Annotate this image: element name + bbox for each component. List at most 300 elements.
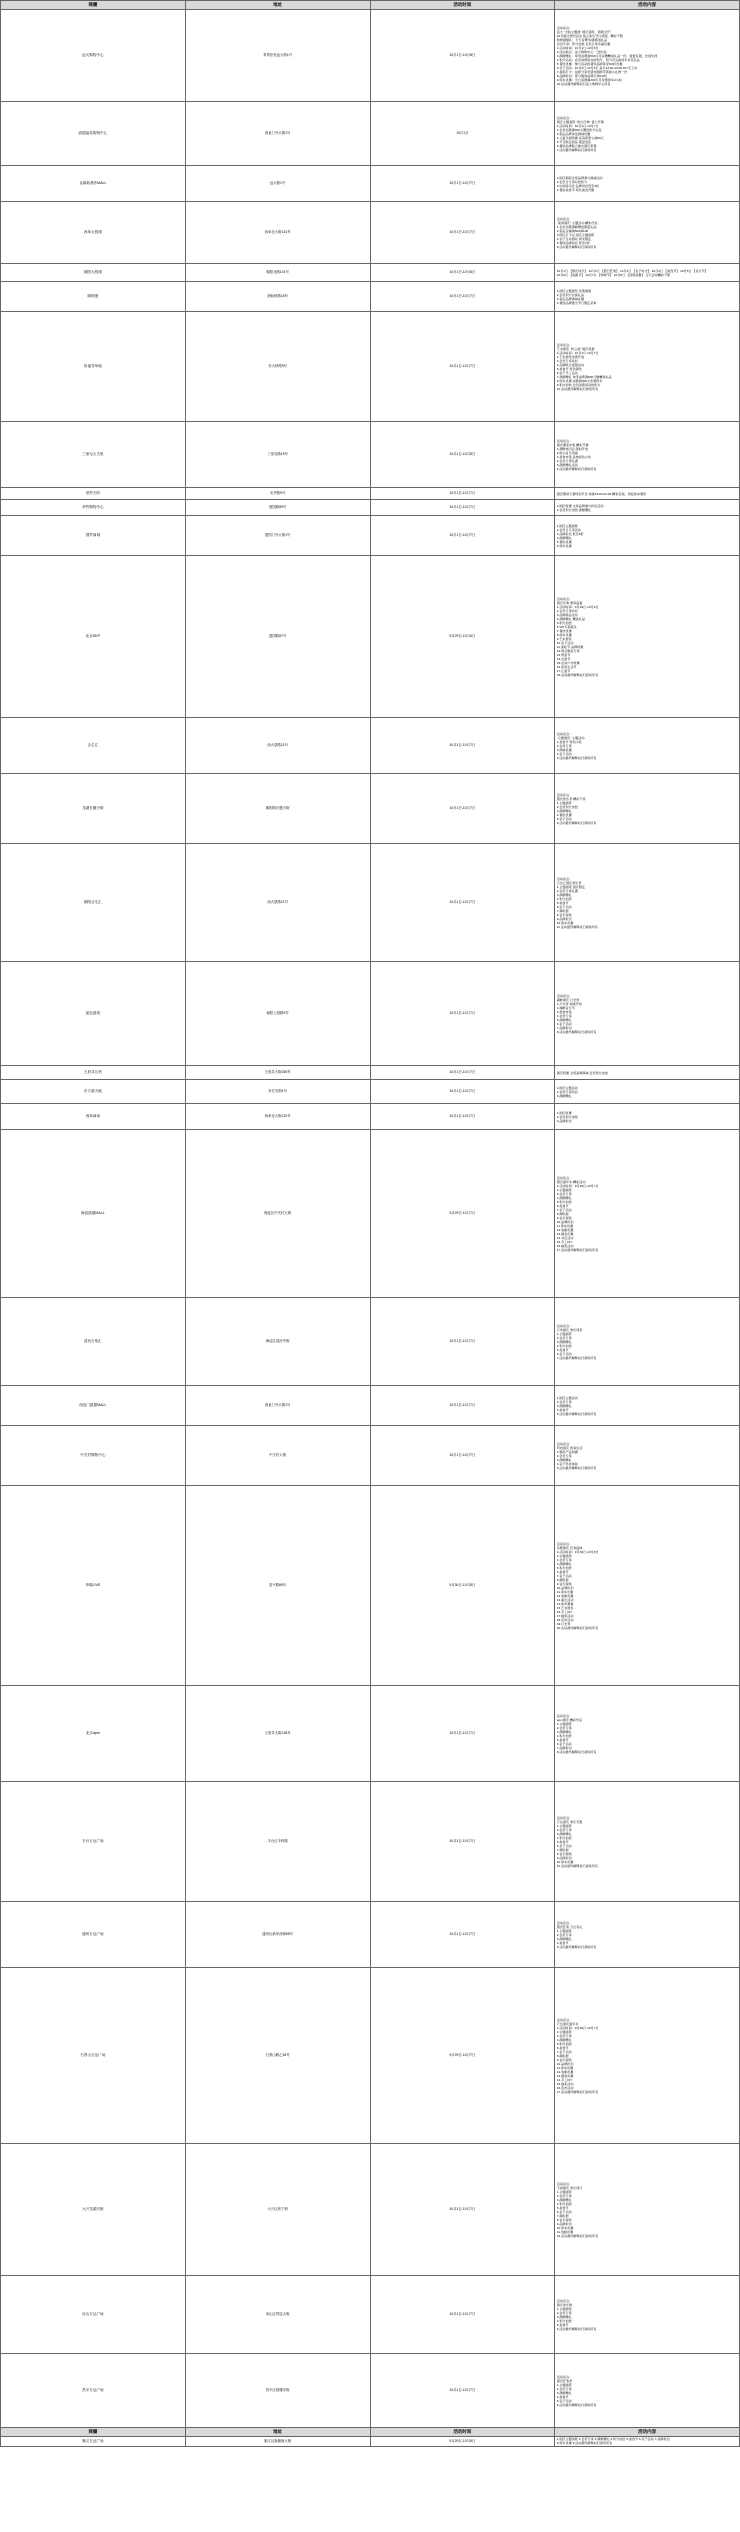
time-cell: 10月1日-10月8日	[370, 264, 555, 282]
content-cell	[555, 2276, 740, 2354]
content-line: 1.主题美陈	[556, 1721, 572, 1726]
content-line: 3.满额赠礼	[556, 1339, 572, 1344]
content-line: 9.音乐现场	[556, 1215, 572, 1220]
content-line: 6.美食节	[556, 1203, 569, 1208]
content-line: 国庆欢乐季 精彩不停	[556, 796, 586, 801]
content-line: 3.满额赠礼：单笔消费满500元可获赠精美礼品一份，数量有限，先到先得	[556, 53, 658, 58]
address-cell: 王府井大街255号	[185, 1066, 370, 1080]
content-line: 活动亮点：	[556, 1541, 573, 1546]
time-cell: 10月1日-10月7日	[370, 202, 555, 264]
content-line: 6.餐饮品牌联合推出国庆套餐	[556, 143, 597, 148]
time-cell: 10月1日-10月7日	[370, 1104, 555, 1130]
address-cell: 朝阳路长楹天街	[185, 774, 370, 844]
time-cell: 10月1日-10月7日	[370, 844, 555, 962]
content-line: 2.会员专享	[556, 1335, 572, 1340]
address-cell: 通州区新华西街58号	[185, 1902, 370, 1968]
content-line: 4.会员专享	[556, 1013, 572, 1018]
content-line: 1.国庆主题活动	[556, 1395, 578, 1400]
content-line: 10.活动最终解释权归远大购物中心所有	[556, 81, 611, 86]
content-line: “悦享国庆” 主题活动 精彩纷呈	[556, 220, 598, 225]
table-row	[1, 10, 740, 102]
address-cell: 酒仙桥路18号	[185, 282, 370, 312]
content-cell	[555, 282, 740, 312]
content-line: 1.国庆特惠 全场品牌参与折扣活动	[556, 503, 604, 508]
content-line: 3.品牌折扣	[556, 1118, 572, 1123]
mall-cell: 朝阳大悦城	[1, 264, 186, 282]
content-line: 4.满额赠礼	[556, 1561, 572, 1566]
content-line: 17.活动最终解释权归商场所有	[556, 2089, 599, 2094]
address-cell: 王府井大街138号	[185, 1686, 370, 1782]
address-cell: 丰台区丰科路	[185, 1782, 370, 1902]
header-address: 地址	[185, 1, 370, 10]
content-line: 9.艺术展览	[556, 636, 572, 641]
address-cell: 西单北大街131号	[185, 202, 370, 264]
address-cell: 朝阳公园路6号	[185, 962, 370, 1066]
time-cell: 10月1日-10月7日	[370, 312, 555, 422]
table-row	[1, 1104, 740, 1130]
content-cell	[555, 1130, 740, 1298]
table-row	[1, 774, 740, 844]
content-line: 2.会员专享	[556, 743, 572, 748]
content-line: 7.餐饮优惠	[556, 628, 572, 633]
content-line: 活动亮点：	[556, 115, 573, 120]
content-line: 19.灯光秀	[556, 1621, 571, 1626]
content-line: 1.主题美陈	[556, 1331, 572, 1336]
mall-cell: 昌平万达广场	[1, 2354, 186, 2428]
content-line: 2.主题美陈	[556, 2029, 572, 2034]
content-line: 5.节日限定商品 限量发售	[556, 139, 592, 144]
mall-cell: 丰台万达广场	[1, 1782, 186, 1902]
content-line: 2.会员专享礼遇	[556, 888, 578, 893]
content-line: 3.满额赠礼	[556, 808, 572, 813]
table-row	[1, 264, 740, 282]
content-line: 2.会员积分加倍 满额赠礼	[556, 507, 592, 512]
address-cell: 西直门外大街1号	[185, 1386, 370, 1426]
content-cell	[555, 1080, 740, 1104]
content-line: 17.儿童节	[556, 668, 571, 673]
content-line: 4.积分加倍	[556, 2318, 572, 2323]
content-cell	[555, 1426, 740, 1486]
content-line: 2.活动地点：远大购物中心 一层中庭	[556, 49, 607, 54]
content-line: 14.女装节	[556, 656, 571, 661]
content-line: 活动亮点：	[556, 1175, 573, 1180]
time-cell: 10月1日-10月7日	[370, 1080, 555, 1104]
content-line: 18.夜市活动	[556, 1617, 574, 1622]
content-line: 3.满额赠礼	[556, 1729, 572, 1734]
content-line: 2.会员专享	[556, 2386, 572, 2391]
content-line: 6.亲子活动	[556, 2209, 572, 2214]
content-line: 8.音乐现场	[556, 2217, 572, 2222]
time-cell: 10月1日-10月7日	[370, 500, 555, 516]
content-line: 5.餐饮优惠：参与活动的餐饮品牌享受8.8折优惠	[556, 61, 623, 66]
content-cell	[555, 1902, 740, 1968]
time-cell: 10月1日-10月7日	[370, 1298, 555, 1386]
content-line: 活动亮点：	[556, 1713, 573, 1718]
address-cell: 海淀区清河中街	[185, 1298, 370, 1386]
footer-content-line: 1.国庆主题美陈 2.会员专享 3.满额赠礼 4.积分加倍 5.美食节 6.亲子活动 7.品牌折扣	[556, 2437, 670, 2442]
table-row	[1, 516, 740, 556]
content-cell	[555, 1486, 740, 1686]
content-line: 4.亲子活动	[556, 751, 572, 756]
content-line: 11.活动最终解释权归商场所有	[556, 1863, 598, 1868]
address-cell: 复兴路69号	[185, 1486, 370, 1686]
content-line: 2.会员积分加倍	[556, 1114, 578, 1119]
table-row	[1, 1686, 740, 1782]
address-cell: 西大望路21号	[185, 718, 370, 774]
content-line: 13.男装节	[556, 652, 571, 657]
content-line: 6.停车优惠	[556, 543, 572, 548]
content-line: 9.品牌折扣	[556, 916, 572, 921]
content-cell	[555, 102, 740, 166]
content-line: 远大 “丰收主题展” 国庆美陈，萌萌全开！	[556, 29, 614, 34]
content-line: 1.潮牌快闪店 限时开放	[556, 446, 589, 451]
content-line: 3.指定品牌满减优惠	[556, 296, 585, 301]
content-line: 16.夜市活动	[556, 2085, 574, 2090]
mall-cell: 北京SKP	[1, 556, 186, 718]
content-line: 13.健身优惠	[556, 2073, 574, 2078]
content-line: 16.抽奖活动	[556, 1243, 574, 1248]
time-cell: 10月1日-10月7日	[370, 774, 555, 844]
content-line: 5.美食节 特色餐饮	[556, 366, 582, 371]
content-line: 2.会员专享	[556, 2193, 572, 2198]
time-cell: 10月1日-10月7日	[370, 282, 555, 312]
content-line: 2.主题美陈	[556, 1187, 572, 1192]
time-cell: 10月1日	[370, 102, 555, 166]
content-line: 合生汇国庆欢乐季	[556, 880, 582, 885]
content-line: 16.手工DIY	[556, 1609, 573, 1614]
content-line: 1.活动时间：9月29日-10月6日	[556, 604, 599, 609]
content-line: 4.满额赠礼	[556, 2037, 572, 2042]
mall-cell: 华贸购物中心	[1, 500, 186, 516]
content-line: 2.会员专享	[556, 1453, 572, 1458]
mall-cell: 世贸天阶	[1, 488, 186, 500]
content-line: 10.停车优惠	[556, 2225, 574, 2230]
content-line: 11.美妆节 品牌特惠	[556, 644, 584, 649]
table-row	[1, 2354, 740, 2428]
time-cell: 10月1日-10月7日	[370, 1426, 555, 1486]
content-line: 9.积分加倍 会员消费享双倍积分	[556, 382, 601, 387]
content-line: 3.满额赠礼	[556, 1457, 572, 1462]
table-row	[1, 166, 740, 202]
content-line: 活动亮点：	[556, 1815, 573, 1820]
footer-content-cell	[555, 2437, 740, 2447]
content-line: 1.美食节 特色小吃	[556, 739, 582, 744]
content-line: 7.亲子活动	[556, 2049, 572, 2054]
content-line: 国庆欢乐购	[556, 2302, 573, 2307]
content-line: 1.数码产品特惠	[556, 1449, 578, 1454]
address-cell: 光华路9号	[185, 488, 370, 500]
content-line: 5.积分加倍	[556, 2041, 572, 2046]
time-cell: 10月1日-10月7日	[370, 1782, 555, 1902]
content-line: 国庆狂欢 万达有礼	[556, 1924, 583, 1929]
time-cell: 9月30日-10月8日	[370, 1486, 555, 1686]
table-row	[1, 1782, 740, 1902]
content-cell	[555, 2354, 740, 2428]
content-line: 10.停车优惠	[556, 1859, 574, 1864]
content-line: 活动亮点：	[556, 2374, 573, 2379]
address-cell: 远大路1号	[185, 166, 370, 202]
content-line: 2.会员积分加倍	[556, 804, 578, 809]
content-line: 16.家居生活节	[556, 664, 577, 669]
content-line: 4.餐饮优惠	[556, 812, 572, 817]
content-line: 艺术展览 “秋之韵” 国庆特展	[556, 346, 595, 351]
content-line: 12.电影优惠	[556, 1593, 574, 1598]
content-cell	[555, 500, 740, 516]
content-line: 4.积分加倍	[556, 896, 572, 901]
table-row	[1, 500, 740, 516]
mall-cell: 北京apm	[1, 1686, 186, 1782]
mall-cell: 清河万象汇	[1, 1298, 186, 1386]
content-line: 12.珠宝腕表专场	[556, 648, 580, 653]
content-line: 2.会员专享	[556, 1827, 572, 1832]
table-row	[1, 1968, 740, 2144]
content-line: 1.主题美陈	[556, 2306, 572, 2311]
content-line: 1.主题美陈	[556, 1823, 572, 1828]
table-row	[1, 1298, 740, 1386]
address-cell: 海淀区中关村大街	[185, 1130, 370, 1298]
content-line: 15.抽奖活动	[556, 2081, 574, 2086]
content-line: 4.积分加倍	[556, 1835, 572, 1840]
content-line: 12.电影优惠	[556, 2069, 574, 2074]
content-line: 3.满额赠礼	[556, 2390, 572, 2395]
content-line: 3.满额赠礼	[556, 2197, 572, 2202]
content-line: 2.会员专享	[556, 1399, 572, 1404]
content-line: 11.停车优惠	[556, 1589, 574, 1594]
time-cell: 10月1日-10月7日	[370, 1066, 555, 1080]
content-line: 4.美食节	[556, 2394, 569, 2399]
content-line: 7.亲子活动	[556, 1207, 572, 1212]
content-line: 5.美食节	[556, 2205, 569, 2210]
content-line: 3.网红打卡点 国庆主题美陈	[556, 232, 595, 237]
content-line: 活动亮点：	[556, 216, 573, 221]
content-line: 2.会员专享折扣	[556, 608, 578, 613]
content-line: 活动亮点：	[556, 2298, 573, 2303]
content-cell	[555, 422, 740, 488]
content-line: 活动亮点：	[556, 596, 573, 601]
content-cell	[555, 1104, 740, 1130]
mall-cell: 石景山万达广场	[1, 1968, 186, 2144]
content-cell	[555, 202, 740, 264]
content-line: 8.潮玩展	[556, 2053, 569, 2058]
content-line: 活动亮点：	[556, 2017, 573, 2022]
content-cell	[555, 556, 740, 718]
footer-header-address: 地址	[185, 2428, 370, 2437]
content-line: 3.会员专享	[556, 1191, 572, 1196]
content-line: 13.演出活动	[556, 1597, 574, 1602]
content-line: 5.活动最终解释权归商场所有	[556, 1465, 597, 1470]
content-line: 1.国庆主题活动	[556, 1085, 578, 1090]
mall-cell: 远大购物中心	[1, 10, 186, 102]
table-row	[1, 556, 740, 718]
mall-cell: 房山万达广场	[1, 2276, 186, 2354]
content-line: 13.健身优惠	[556, 1231, 574, 1236]
content-line: 2.指定店铺满500减100	[556, 228, 589, 233]
address-cell: 建国路89号	[185, 500, 370, 516]
content-line: 2.会员专享	[556, 1725, 572, 1730]
time-cell: 10月1日-10月8日	[370, 10, 555, 102]
time-cell: 9月29日-10月6日	[370, 556, 555, 718]
table-row	[1, 2276, 740, 2354]
footer-section	[1, 2428, 740, 2447]
content-line: 4.会员专享礼遇	[556, 458, 578, 463]
header-time: 活动时间	[370, 1, 555, 10]
footer-header-mall: 商圈	[1, 2428, 186, 2437]
content-line: 万达国庆 欢乐无限	[556, 1819, 583, 1824]
mall-cell: 侨福芳草地	[1, 312, 186, 422]
table-row	[1, 312, 740, 422]
content-line: 1.主题美陈	[556, 1928, 572, 1933]
content-line: 9.品牌折扣	[556, 2221, 572, 2226]
table-row	[1, 1130, 740, 1298]
content-line: 5.美食节	[556, 1839, 569, 1844]
content-line: 3.满额赠礼	[556, 1831, 572, 1836]
content-line: 1.活动时间：10月1日-10月7日	[556, 123, 599, 128]
table-header-row	[1, 1, 740, 10]
content-cell	[555, 1686, 740, 1782]
content-line: 国庆庆典 奢享盛宴	[556, 600, 583, 605]
content-line: 5.活动最终解释权归商场所有	[556, 1411, 597, 1416]
mall-cell: 通州万达广场	[1, 1902, 186, 1968]
content-line: 8.品牌折扣：部分服饰品牌全场5-8折	[556, 73, 608, 78]
content-line: 1.活动时间：9月30日-10月8日	[556, 1549, 599, 1554]
content-cell	[555, 718, 740, 774]
mall-cell: 龙湖长楹天街	[1, 774, 186, 844]
content-line: 6.亲子活动：10月2日-10月5日 每日14:00-16:00 DIY手工坊	[556, 65, 638, 70]
content-line: 6.活动最终解释权归商场所有	[556, 2402, 597, 2407]
content-line: 5.活动最终解释权归商场所有	[556, 1944, 597, 1949]
content-line: 8.停车优惠 消费满300元免费停车	[556, 378, 603, 383]
content-line: 万象国庆 欢乐同享	[556, 1327, 583, 1332]
mall-cell: 国贸商城	[1, 516, 186, 556]
content-line: 10月1日 【国庆快乐】 10月2日 【假日狂欢】 10月3日 【亲子时光】 10月4日 【美食节】 10月5日 【音乐节】	[556, 268, 708, 273]
content-line: 7.活动最终解释权归商场所有	[556, 1355, 597, 1360]
header-content: 活动内容	[555, 1, 740, 10]
address-cell: 昌平区鼓楼东街	[185, 2354, 370, 2428]
address-cell: 建国门外大街1号	[185, 516, 370, 556]
time-cell: 10月1日-10月7日	[370, 166, 555, 202]
content-line: 3.中庭特卖会 品牌折扣低至3折	[556, 183, 600, 188]
table-row	[1, 102, 740, 166]
content-line: 4.餐饮美食节 特色美食齐聚	[556, 187, 595, 192]
content-line: 活动亮点：	[556, 2181, 573, 2186]
content-cell	[555, 962, 740, 1066]
time-cell: 10月1日-10月7日	[370, 962, 555, 1066]
content-cell	[555, 774, 740, 844]
address-cell: 朝阳北路101号	[185, 264, 370, 282]
footer-header-row	[1, 2428, 740, 2437]
content-line: 6.活动最终解释权归商场所有	[556, 2326, 597, 2331]
content-line: 活动亮点：	[556, 1441, 573, 1446]
content-line: 6.亲子活动	[556, 1741, 572, 1746]
table-row	[1, 718, 740, 774]
time-cell: 10月1日-10月7日	[370, 2354, 555, 2428]
table-row	[1, 1386, 740, 1426]
content-cell	[555, 2144, 740, 2276]
table-row	[1, 844, 740, 962]
content-line: 5.积分加倍	[556, 620, 572, 625]
content-line: 7.满额赠礼 单笔消费满800元赠精美礼品	[556, 374, 612, 379]
content-line: 3.美食市集 各地特色小吃	[556, 454, 592, 459]
content-cell	[555, 10, 740, 102]
content-line: 4.美食节	[556, 1940, 569, 1945]
content-line: 1.主题美陈	[556, 800, 572, 805]
mall-cell: 中关村购物中心	[1, 1426, 186, 1486]
content-line: 11.停车优惠	[556, 2065, 574, 2070]
content-line: 4.积分加倍	[556, 2201, 572, 2206]
content-line: 1.活动时间：10月1日-10月7日	[556, 350, 599, 355]
content-line: 3.美食市集	[556, 1009, 572, 1014]
time-cell: 9月29日-10月7日	[370, 1130, 555, 1298]
address-cell: 大兴区欣宁街	[185, 2144, 370, 2276]
content-line: 3.满减优惠	[556, 747, 572, 752]
content-line: 20.活动最终解释权归商场所有	[556, 1625, 599, 1630]
content-cell	[555, 1066, 740, 1080]
content-line: 3.满额赠礼	[556, 892, 572, 897]
table-row	[1, 488, 740, 500]
content-line: 4.积分加倍	[556, 1733, 572, 1738]
content-line: 6.亲子活动	[556, 1351, 572, 1356]
content-cell	[555, 1968, 740, 2144]
address-cell: 建国路87号	[185, 556, 370, 718]
time-cell: 10月1日-10月7日	[370, 516, 555, 556]
content-line: 1.活动时间：10月1日-10月8日	[556, 45, 599, 50]
content-line: 2.街头音乐表演	[556, 450, 578, 455]
content-line: 5.餐饮品牌折扣 低至7折	[556, 240, 590, 245]
address-cell: 三里屯路19号	[185, 422, 370, 488]
content-cell	[555, 166, 740, 202]
content-line: 5.美食节	[556, 1737, 569, 1742]
content-line: 活动亮点：	[556, 993, 573, 998]
content-line: 7.美陈打卡：拍照分享至朋友圈即可领取小礼物一份	[556, 69, 628, 74]
content-line: 1.主题美陈	[556, 2382, 572, 2387]
content-line: 5.满额赠礼	[556, 1017, 572, 1022]
content-line: 11.活动最终解释权归商场所有	[556, 924, 598, 929]
time-cell: 10月1日-10月7日	[370, 2276, 555, 2354]
content-line: 14.体育赛事	[556, 1601, 574, 1606]
content-line: 7.潮玩展	[556, 908, 569, 913]
content-line: 6.活动最终解释权归商场所有	[556, 466, 597, 471]
content-line: 5.积分加倍	[556, 1199, 572, 1204]
content-line: 10月6日 【电影节】 10月7日 【购物节】 10月8日 【返程特惠】 全天活动精彩不断	[556, 272, 671, 277]
content-line: 4.积分活动：会员消费享双倍积分，积分可兑换停车券及礼品	[556, 57, 640, 62]
content-line: 6.活动最终解释权归商场所有	[556, 820, 597, 825]
time-cell: 10月1日-10月7日	[370, 1386, 555, 1426]
table-row	[1, 1066, 740, 1080]
address-cell: 青塔东里远大路1号	[185, 10, 370, 102]
table-row	[1, 1080, 740, 1104]
content-line: 5.亲子活动	[556, 2398, 572, 2403]
content-line: 3.会员专享折扣	[556, 358, 578, 363]
content-line: 5.满额赠礼活动	[556, 462, 578, 467]
content-line: 4.亲子科技体验	[556, 1461, 578, 1466]
content-line: 6.亲子手工活动	[556, 370, 578, 375]
table-row	[1, 1902, 740, 1968]
content-line: apm国庆 精彩纷呈	[556, 1717, 583, 1722]
mall-cell: 西直门凯德MALL	[1, 1386, 186, 1426]
content-line: 国庆期间天幕特别节目 每晚19:00-22:00 精彩呈现，欢迎前来观赏	[556, 491, 647, 496]
address-cell: 房山区拱辰大街	[185, 2276, 370, 2354]
content-line: 会员专享：积分加倍 会员日享多重优惠	[556, 41, 611, 46]
content-line: 3.品牌折扣 低至5折	[556, 531, 584, 536]
content-line: 15.手工DIY	[556, 1239, 573, 1244]
content-line: 15.艺术展览	[556, 1605, 574, 1610]
content-line: 8.停车优惠	[556, 632, 572, 637]
content-line: 2.湖畔音乐节	[556, 1005, 575, 1010]
content-line: 湖畔国庆 灯光秀	[556, 997, 580, 1002]
address-cell: 西大望路21号	[185, 844, 370, 962]
mall-cell: 华熙LIVE	[1, 1486, 186, 1686]
content-line: 9.停车优惠：当日消费满200元可免费停车2小时	[556, 77, 622, 82]
